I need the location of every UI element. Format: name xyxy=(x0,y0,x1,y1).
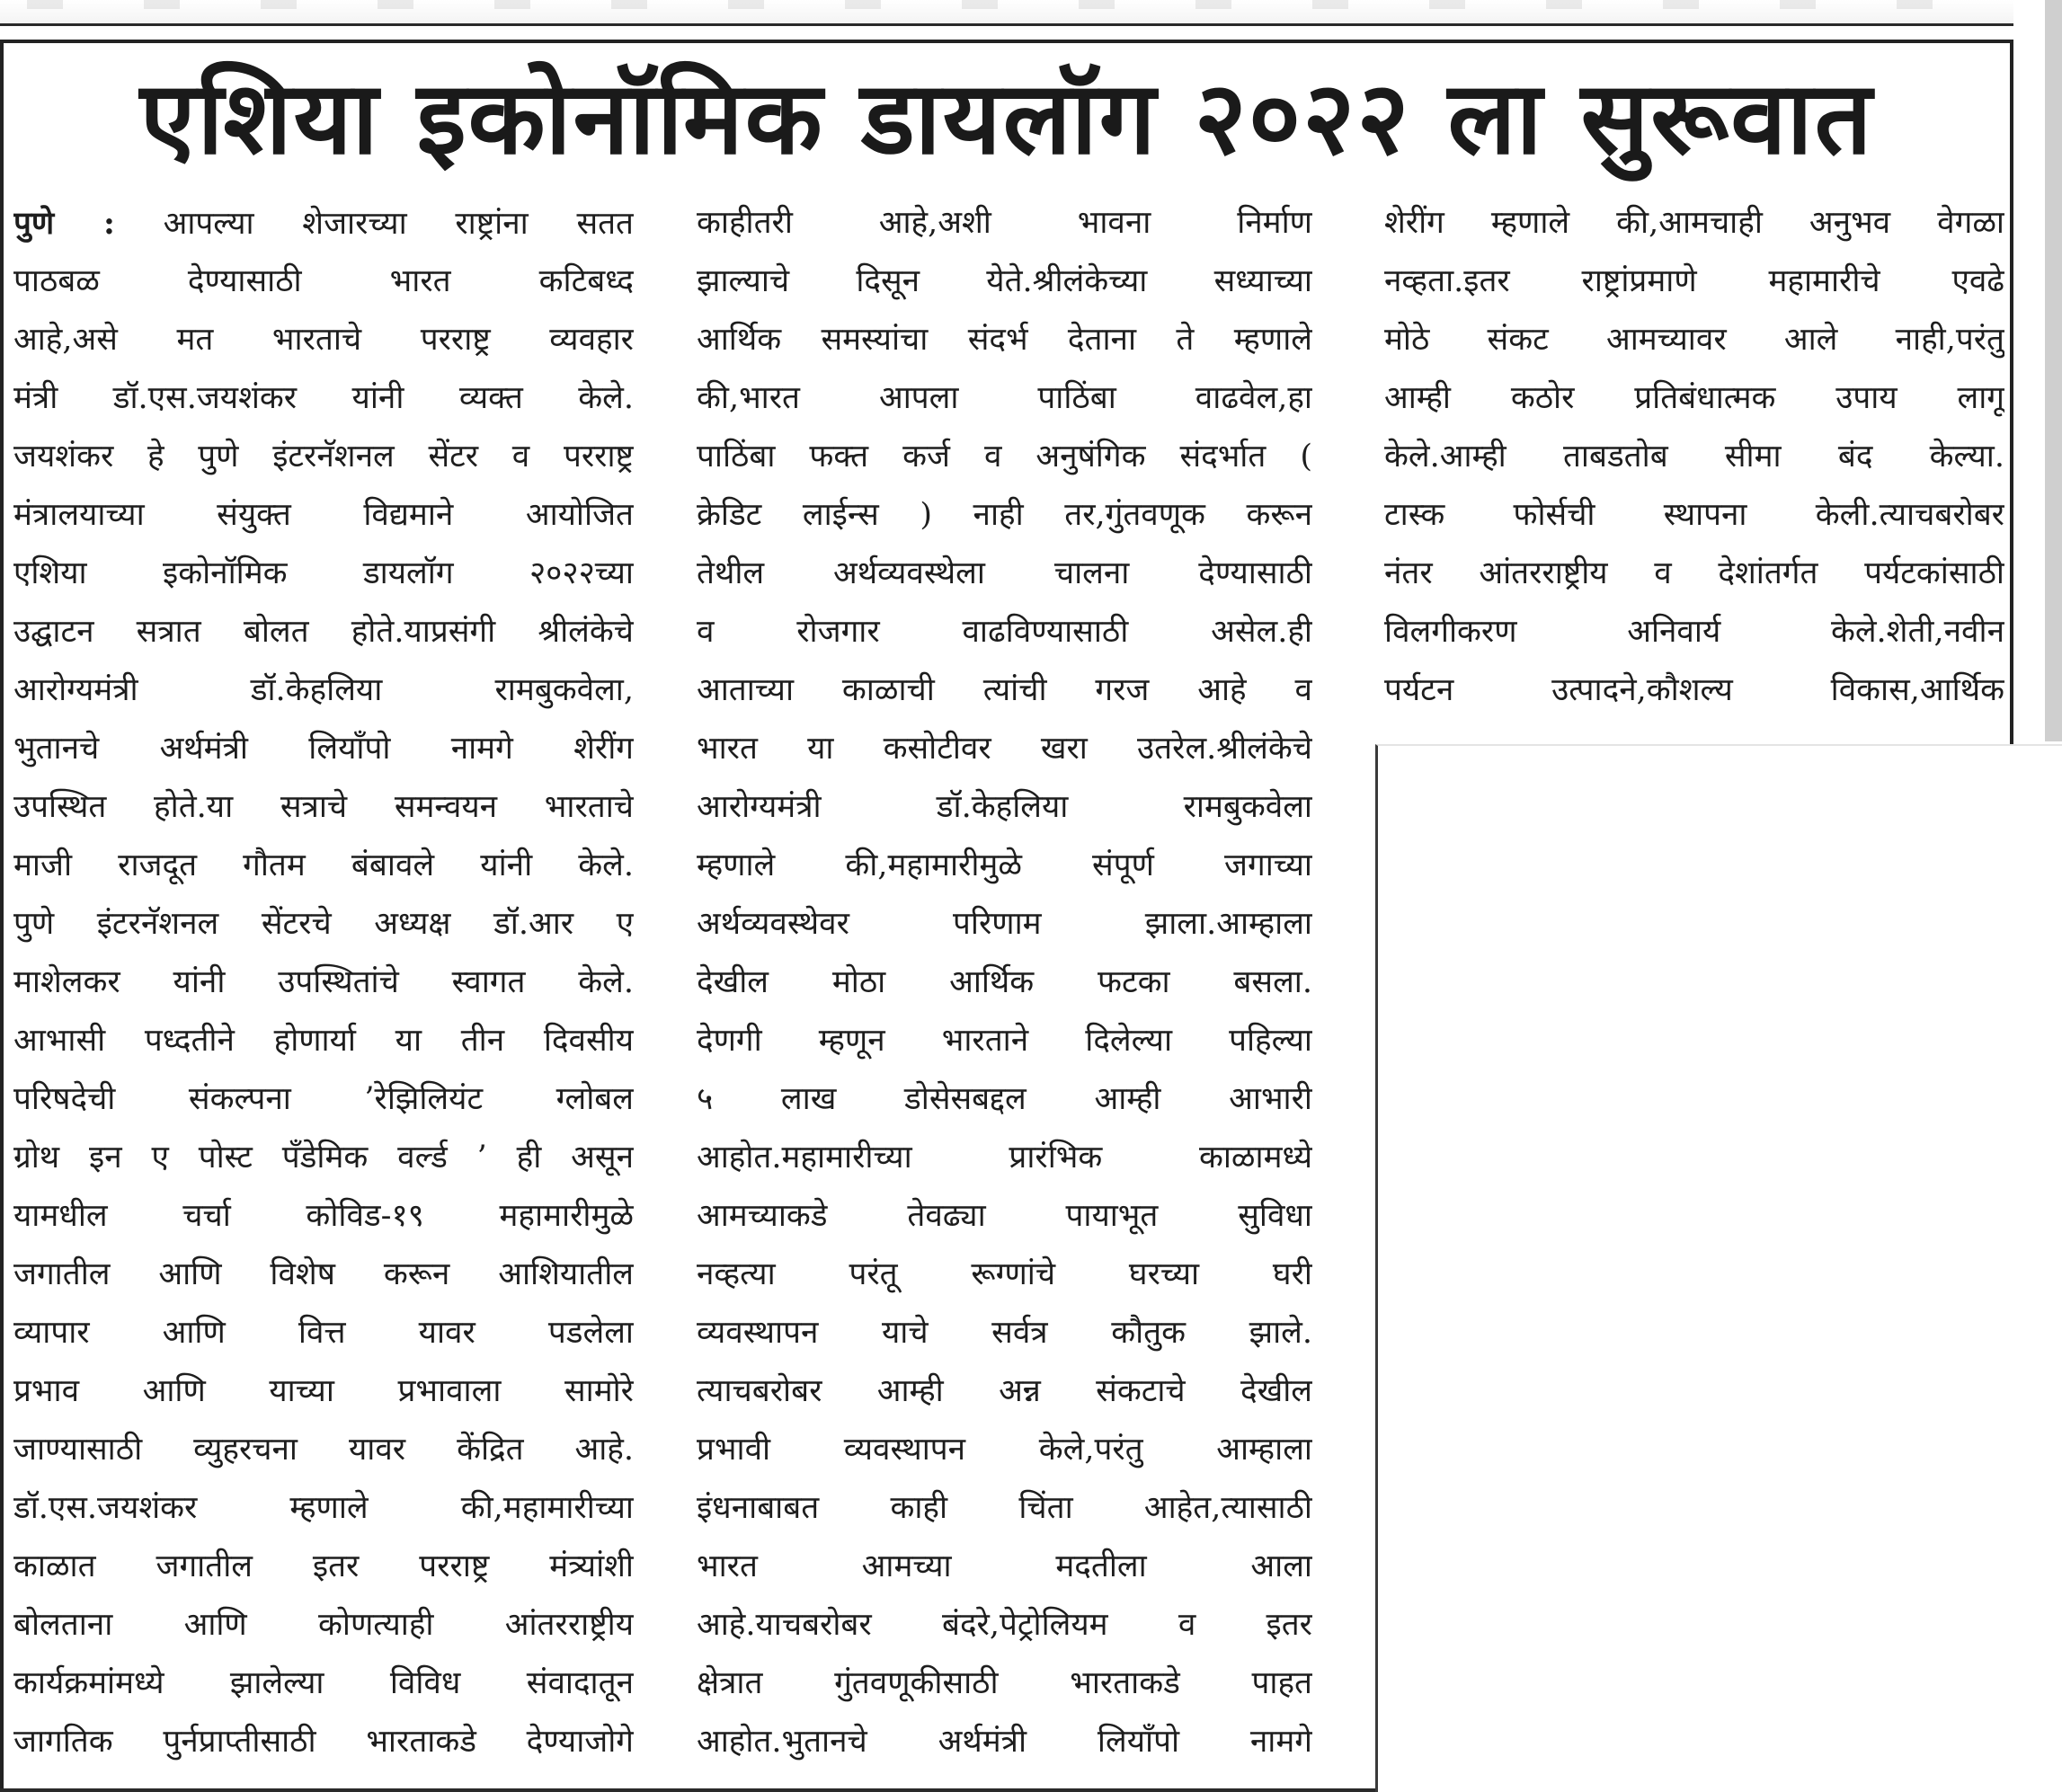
article-line-text: आपल्या शेजारच्या राष्ट्रांना सतत xyxy=(114,206,634,242)
article-column-3 xyxy=(1384,194,2004,720)
article-line: क्षेत्रात गुंतवणूकीसाठी भारताकडे पाहत xyxy=(697,1665,1312,1701)
article-line: उपस्थित होते.या सत्राचे समन्वयन भारताचे xyxy=(13,789,634,825)
article-line: जगातील आणि विशेष करून आशियातील xyxy=(13,1256,634,1292)
article-line: आमच्याकडे तेवढ्या पायाभूत सुविधा xyxy=(697,1198,1312,1234)
article-line: माजी राजदूत गौतम बंबावले यांनी केले. xyxy=(13,847,634,883)
article-line: मंत्री डॉ.एस.जयशंकर यांनी व्यक्त केले. xyxy=(13,380,634,416)
article-line: व्यवस्थापन याचे सर्वत्र कौतुक झाले. xyxy=(697,1315,1312,1351)
article-line: देणगी म्हणून भारताने दिलेल्या पहिल्या xyxy=(697,1023,1312,1059)
article-line: ग्रोथ इन ए पोस्ट पँडेमिक वर्ल्ड ’ ही असून xyxy=(13,1140,634,1175)
article-line: अर्थव्यवस्थेवर परिणाम झाला.आम्हाला xyxy=(697,906,1312,942)
article-line: पाठबळ देण्यासाठी भारत कटिबध्द xyxy=(13,263,634,299)
article-line: जागतिक पुर्नप्राप्तीसाठी भारताकडे देण्याजोगे xyxy=(13,1724,634,1760)
article-line: देखील मोठा आर्थिक फटका बसला. xyxy=(697,964,1312,1000)
article-line: आहोत.महामारीच्या प्रारंभिक काळामध्ये xyxy=(697,1140,1312,1175)
article-line: झाल्याचे दिसून येते.श्रीलंकेच्या सध्याच्या xyxy=(697,263,1312,299)
article-line: पर्यटन उत्पादने,कौशल्य विकास,आर्थिक xyxy=(1384,672,2004,708)
article-line: प्रभावी व्यवस्थापन केले,परंतु आम्हाला xyxy=(697,1432,1312,1468)
article-line: शेरींग म्हणाले की,आमचाही अनुभव वेगळा xyxy=(1384,205,2004,241)
article-line: व रोजगार वाढविण्यासाठी असेल.ही xyxy=(697,614,1312,650)
article-line: डॉ.एस.जयशंकर म्हणाले की,महामारीच्या xyxy=(13,1490,634,1526)
article-line: की,भारत आपला पाठिंबा वाढवेल,हा xyxy=(697,380,1312,416)
bottom-border xyxy=(0,1788,1375,1792)
article-line: आहे,असे मत भारताचे परराष्ट्र व्यवहार xyxy=(13,322,634,358)
article-line: तेथील अर्थव्यवस्थेला चालना देण्यासाठी xyxy=(697,555,1312,591)
article-line: काहीतरी आहे,अशी भावना निर्माण xyxy=(697,205,1312,241)
article-line: बोलताना आणि कोणत्याही आंतरराष्ट्रीय xyxy=(13,1607,634,1643)
faded-text-strip xyxy=(27,0,1986,9)
article-line: केले.आम्ही ताबडतोब सीमा बंद केल्या. xyxy=(1384,439,2004,475)
article-line: आम्ही कठोर प्रतिबंधात्मक उपाय लागू xyxy=(1384,380,2004,416)
article-line: यामधील चर्चा कोविड-१९ महामारीमुळे xyxy=(13,1198,634,1234)
headline: एशिया इकोनॉमिक डायलॉग २०२२ ला सुरूवात xyxy=(139,60,1874,177)
article-line: आभासी पध्दतीने होणार्या या तीन दिवसीय xyxy=(13,1023,634,1059)
article-line: नव्हता.इतर राष्ट्रांप्रमाणे महामारीचे एवढे xyxy=(1384,263,2004,299)
article-line: क्रेडिट लाईन्स ) नाही तर,गुंतवणूक करून xyxy=(697,497,1312,533)
article-line: ५ लाख डोसेसबद्दल आम्ही आभारी xyxy=(697,1081,1312,1117)
dateline: पुणे : xyxy=(13,205,115,242)
article-column-1 xyxy=(13,194,634,1771)
article-line: आर्थिक समस्यांचा संदर्भ देताना ते म्हणाले xyxy=(697,322,1312,358)
article-column-2 xyxy=(697,194,1312,1771)
article-line: पाठिंबा फक्त कर्ज व अनुषंगिक संदर्भात ( xyxy=(697,439,1312,475)
article-line: उद्घाटन सत्रात बोलत होते.याप्रसंगी श्रीलंकेचे xyxy=(13,614,634,650)
page-gutter xyxy=(2045,0,2062,741)
article-line: टास्क फोर्सची स्थापना केली.त्याचबरोबर xyxy=(1384,497,2004,533)
article-line: आहोत.भुतानचे अर्थमंत्री लियाँपो नामगे xyxy=(697,1724,1312,1760)
article-line: इंधनाबाबत काही चिंता आहेत,त्यासाठी xyxy=(697,1490,1312,1526)
article-line: परिषदेची संकल्पना ’रेझिलियंट ग्लोबल xyxy=(13,1081,634,1117)
article-line: विलगीकरण अनिवार्य केले.शेती,नवीन xyxy=(1384,614,2004,650)
article-line: जयशंकर हे पुणे इंटरनॅशनल सेंटर व परराष्ट्र xyxy=(13,439,634,475)
article-line: त्याचबरोबर आम्ही अन्न संकटाचे देखील xyxy=(697,1373,1312,1409)
article-line: भुतानचे अर्थमंत्री लियाँपो नामगे शेरींग xyxy=(13,731,634,767)
article-line: कार्यक्रमांमध्ये झालेल्या विविध संवादातून xyxy=(13,1665,634,1701)
article-line: प्रभाव आणि याच्या प्रभावाला सामोरे xyxy=(13,1373,634,1409)
article-line: जाण्यासाठी व्युहरचना यावर केंद्रित आहे. xyxy=(13,1432,634,1468)
article-line: एशिया इकोनॉमिक डायलॉग २०२२च्या xyxy=(13,555,634,591)
article-line: पुणे इंटरनॅशनल सेंटरचे अध्यक्ष डॉ.आर ए xyxy=(13,906,634,942)
article-line: आताच्या काळाची त्यांची गरज आहे व xyxy=(697,672,1312,708)
article-line: नव्हत्या परंतू रूग्णांचे घरच्या घरी xyxy=(697,1256,1312,1292)
article-line: भारत या कसोटीवर खरा उतरेल.श्रीलंकेचे xyxy=(697,731,1312,767)
article-line: मोठे संकट आमच्यावर आले नाही,परंतु xyxy=(1384,322,2004,358)
article-line: मंत्रालयाच्या संयुक्त विद्यमाने आयोजित xyxy=(13,497,634,533)
article-line: व्यापार आणि वित्त यावर पडलेला xyxy=(13,1315,634,1351)
blank-area xyxy=(1375,744,2062,1792)
article-line: काळात जगातील इतर परराष्ट्र मंत्र्यांशी xyxy=(13,1548,634,1584)
previous-article-edge xyxy=(0,0,2013,26)
frame-right-border xyxy=(2010,40,2013,742)
article-line: आरोग्यमंत्री डॉ.केहलिया रामबुकवेला, xyxy=(13,672,634,708)
article-line: भारत आमच्या मदतीला आला xyxy=(697,1548,1312,1584)
article-line: आरोग्यमंत्री डॉ.केहलिया रामबुकवेला xyxy=(697,789,1312,825)
article-line: म्हणाले की,महामारीमुळे संपूर्ण जगाच्या xyxy=(697,847,1312,883)
article-line: नंतर आंतरराष्ट्रीय व देशांतर्गत पर्यटकांसाठी xyxy=(1384,555,2004,591)
article-line: माशेलकर यांनी उपस्थितांचे स्वागत केले. xyxy=(13,964,634,1000)
article-line xyxy=(13,194,634,253)
article-line: आहे.याचबरोबर बंदरे,पेट्रोलियम व इतर xyxy=(697,1607,1312,1643)
